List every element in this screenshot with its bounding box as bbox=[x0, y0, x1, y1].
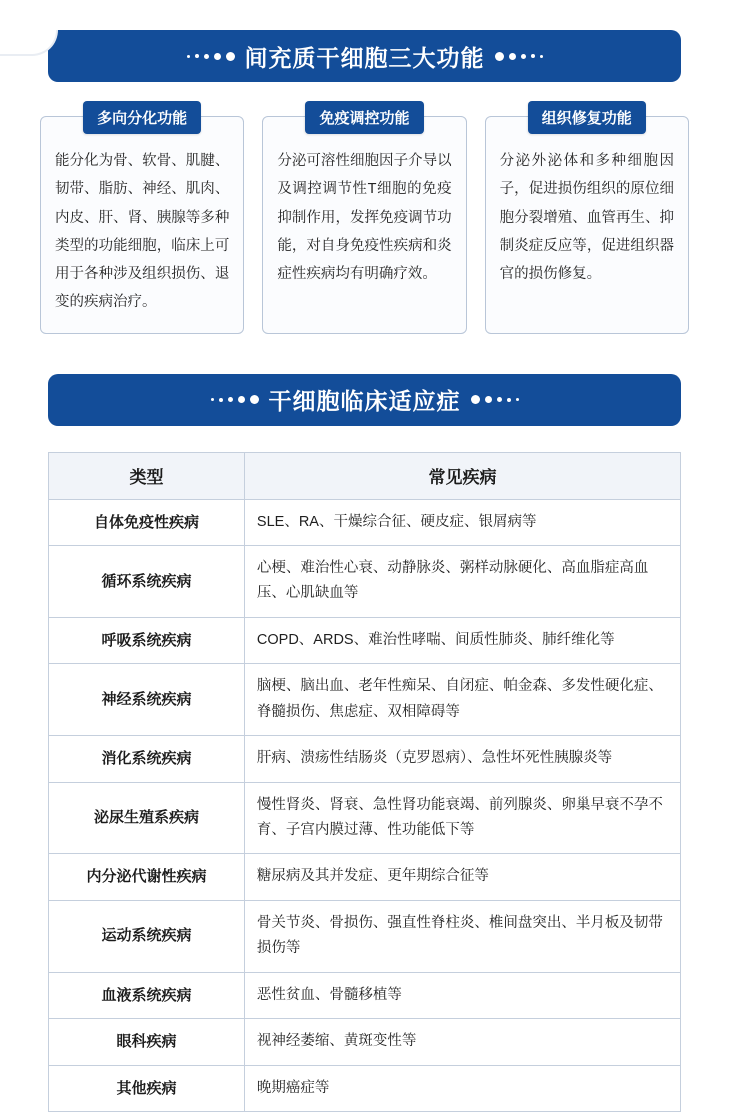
table-cell-disease: 慢性肾炎、肾衰、急性肾功能衰竭、前列腺炎、卵巢早衰不孕不育、子宫内膜过薄、性功能低下等 bbox=[244, 782, 680, 854]
dots-right-icon bbox=[495, 52, 543, 61]
table-row bbox=[49, 664, 681, 736]
function-card-text: 分泌可溶性细胞因子介导以及调控调节性T细胞的免疫抑制作用，发挥免疫调节功能，对自身免疫性疾病和炎症性疾病均有明确疗效。 bbox=[277, 153, 452, 283]
table-body bbox=[49, 499, 681, 1112]
table-row bbox=[49, 900, 681, 972]
function-card-tag: 多向分化功能 bbox=[83, 101, 201, 134]
functions-banner-inner bbox=[187, 40, 543, 73]
dots-left-icon bbox=[211, 395, 259, 404]
table-cell-disease: 晚期癌症等 bbox=[244, 1065, 680, 1112]
functions-banner-title: 间充质干细胞三大功能 bbox=[244, 44, 485, 71]
table-cell-type: 泌尿生殖系疾病 bbox=[49, 782, 245, 854]
functions-banner bbox=[48, 30, 681, 82]
indications-banner-title: 干细胞临床适应症 bbox=[268, 388, 461, 415]
indications-banner-inner bbox=[211, 383, 519, 416]
table-row bbox=[49, 1065, 681, 1112]
function-card-differentiation bbox=[40, 110, 244, 334]
indications-table-wrap bbox=[48, 452, 681, 1112]
table-cell-type: 循环系统疾病 bbox=[49, 546, 245, 618]
table-row bbox=[49, 499, 681, 546]
indications-table bbox=[48, 452, 681, 1112]
table-cell-type: 消化系统疾病 bbox=[49, 736, 245, 783]
function-card-text: 分泌外泌体和多种细胞因子，促进损伤组织的原位细胞分裂增殖、血管再生、抑制炎症反应等，促进组织器官的损伤修复。 bbox=[499, 153, 674, 283]
table-cell-disease: COPD、ARDS、难治性哮喘、间质性肺炎、肺纤维化等 bbox=[244, 617, 680, 664]
table-cell-disease: 骨关节炎、骨损伤、强直性脊柱炎、椎间盘突出、半月板及韧带损伤等 bbox=[244, 900, 680, 972]
function-card-tag: 免疫调控功能 bbox=[305, 101, 423, 134]
table-row bbox=[49, 546, 681, 618]
table-row bbox=[49, 854, 681, 901]
function-card-tag: 组织修复功能 bbox=[528, 101, 646, 134]
table-cell-disease: 视神经萎缩、黄斑变性等 bbox=[244, 1019, 680, 1066]
function-card-immune bbox=[262, 110, 466, 334]
function-card-repair bbox=[485, 110, 689, 334]
table-header-type: 类型 bbox=[49, 452, 245, 499]
table-cell-disease: 肝病、溃疡性结肠炎（克罗恩病）、急性坏死性胰腺炎等 bbox=[244, 736, 680, 783]
table-header-row bbox=[49, 452, 681, 499]
function-card-text: 能分化为骨、软骨、肌腱、韧带、脂肪、神经、肌肉、内皮、肝、肾、胰腺等多种类型的功能细胞，临床上可用于各种涉及组织损伤、退变的疾病治疗。 bbox=[55, 153, 230, 311]
table-cell-disease: 心梗、难治性心衰、动静脉炎、粥样动脉硬化、高血脂症高血压、心肌缺血等 bbox=[244, 546, 680, 618]
table-cell-type: 其他疾病 bbox=[49, 1065, 245, 1112]
table-cell-type: 运动系统疾病 bbox=[49, 900, 245, 972]
indications-banner bbox=[48, 374, 681, 426]
table-row bbox=[49, 736, 681, 783]
table-cell-type: 眼科疾病 bbox=[49, 1019, 245, 1066]
dots-left-icon bbox=[187, 52, 235, 61]
function-cards bbox=[40, 110, 689, 334]
dots-right-icon bbox=[471, 395, 519, 404]
table-row bbox=[49, 1019, 681, 1066]
table-cell-disease: 糖尿病及其并发症、更年期综合征等 bbox=[244, 854, 680, 901]
table-cell-type: 血液系统疾病 bbox=[49, 972, 245, 1019]
table-cell-type: 神经系统疾病 bbox=[49, 664, 245, 736]
table-cell-type: 内分泌代谢性疾病 bbox=[49, 854, 245, 901]
table-header-disease: 常见疾病 bbox=[244, 452, 680, 499]
table-row bbox=[49, 782, 681, 854]
table-row bbox=[49, 617, 681, 664]
poster-page bbox=[0, 30, 729, 1097]
table-cell-type: 自体免疫性疾病 bbox=[49, 499, 245, 546]
table-cell-disease: 恶性贫血、骨髓移植等 bbox=[244, 972, 680, 1019]
table-row bbox=[49, 972, 681, 1019]
table-cell-disease: 脑梗、脑出血、老年性痴呆、自闭症、帕金森、多发性硬化症、脊髓损伤、焦虑症、双相障碍等 bbox=[244, 664, 680, 736]
table-cell-disease: SLE、RA、干燥综合征、硬皮症、银屑病等 bbox=[244, 499, 680, 546]
table-cell-type: 呼吸系统疾病 bbox=[49, 617, 245, 664]
